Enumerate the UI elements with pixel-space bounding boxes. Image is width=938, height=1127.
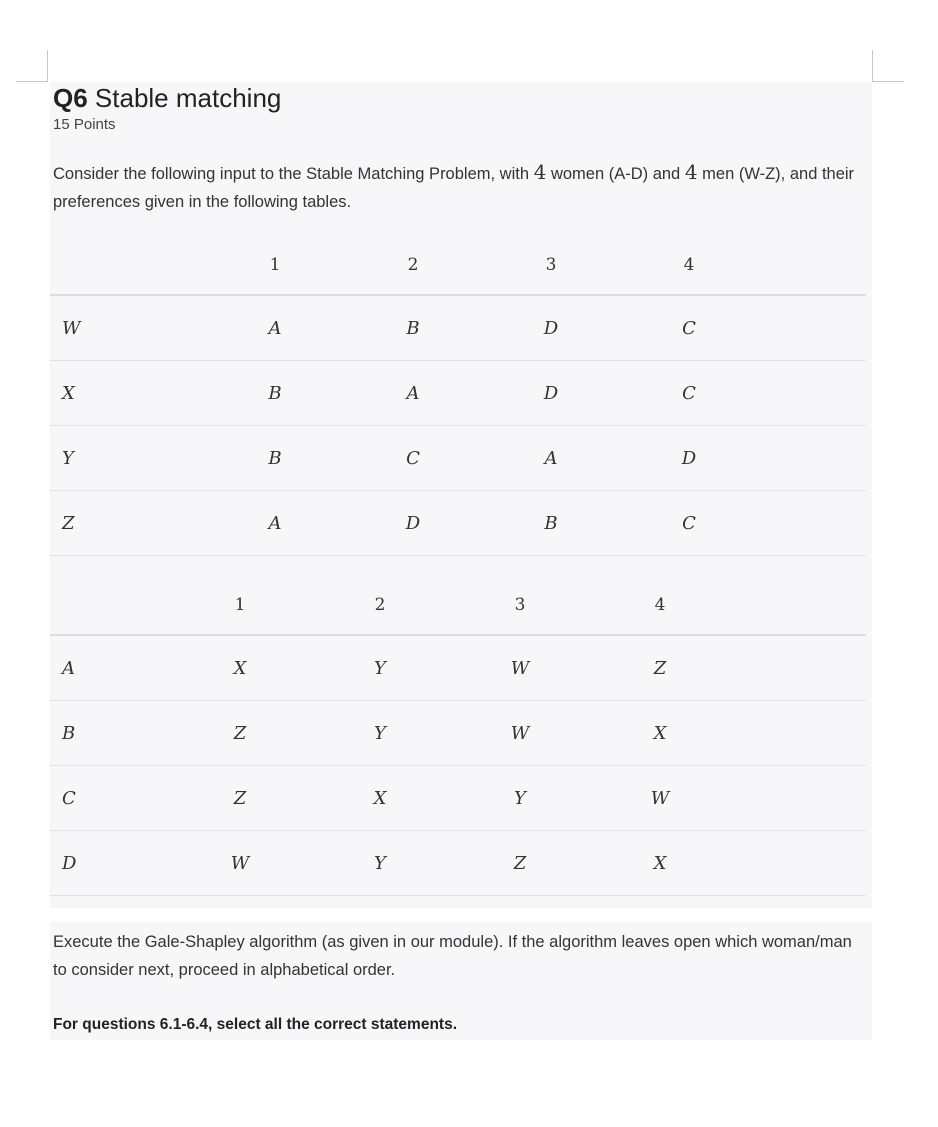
men-count: 4: [684, 160, 698, 184]
row-label: A: [50, 635, 170, 701]
table-cell: C: [344, 426, 482, 491]
header-cell: 4: [620, 236, 758, 295]
table-cell: C: [620, 491, 758, 556]
table-cell: B: [344, 295, 482, 361]
question-panel: [50, 82, 872, 908]
row-spacer: [758, 491, 866, 556]
question-title: [53, 82, 281, 114]
table-cell: Y: [310, 831, 450, 896]
crop-mark-right-horizontal: [872, 81, 904, 82]
header-cell: 1: [206, 236, 344, 295]
row-label: X: [50, 361, 206, 426]
table-cell: C: [620, 295, 758, 361]
table-cell: A: [206, 295, 344, 361]
table-cell: W: [450, 701, 590, 766]
table-row: [50, 361, 866, 426]
table-cell: A: [206, 491, 344, 556]
table-cell: C: [620, 361, 758, 426]
table-cell: Z: [590, 635, 730, 701]
table-cell: B: [206, 426, 344, 491]
row-spacer: [730, 766, 866, 831]
header-cell: [50, 236, 206, 295]
table-cell: A: [482, 426, 620, 491]
row-spacer: [730, 831, 866, 896]
row-label: B: [50, 701, 170, 766]
crop-mark-left-vertical: [47, 50, 48, 82]
row-label: W: [50, 295, 206, 361]
table-cell: W: [590, 766, 730, 831]
question-points: 15 Points: [53, 116, 116, 133]
row-spacer: [730, 635, 866, 701]
table-cell: D: [482, 295, 620, 361]
table-cell: Z: [170, 701, 310, 766]
header-cell: 3: [482, 236, 620, 295]
header-cell: 2: [310, 576, 450, 635]
table-cell: W: [450, 635, 590, 701]
row-spacer: [758, 361, 866, 426]
crop-mark-right-vertical: [872, 50, 873, 82]
table-row: [50, 635, 866, 701]
question-title-text: Stable matching: [94, 83, 282, 113]
row-spacer: [758, 295, 866, 361]
table-cell: B: [482, 491, 620, 556]
crop-mark-left-horizontal: [16, 81, 48, 82]
execution-paragraph: Execute the Gale-Shapley algorithm (as given in our module). If the algorithm leaves open which woman/man to consider next, proceed in alphabetical order.: [53, 933, 852, 979]
row-label: Y: [50, 426, 206, 491]
table-cell: X: [170, 635, 310, 701]
header-cell: 2: [344, 236, 482, 295]
table-cell: A: [344, 361, 482, 426]
table-cell: X: [590, 831, 730, 896]
instruction-text: For questions 6.1-6.4, select all the correct statements.: [53, 1016, 458, 1033]
header-cell: 1: [170, 576, 310, 635]
header-cell: 3: [450, 576, 590, 635]
table-cell: Y: [310, 701, 450, 766]
table-cell: Y: [310, 635, 450, 701]
men-preferences-table: [50, 236, 866, 556]
table-header-row: [50, 236, 866, 295]
table-cell: D: [344, 491, 482, 556]
table-cell: Z: [450, 831, 590, 896]
header-spacer: [730, 576, 866, 635]
row-label: C: [50, 766, 170, 831]
table-row: [50, 426, 866, 491]
table-header-row: [50, 576, 866, 635]
table-cell: X: [310, 766, 450, 831]
instructions-panel: [50, 922, 872, 1040]
row-label: D: [50, 831, 170, 896]
row-label: Z: [50, 491, 206, 556]
header-cell: [50, 576, 170, 635]
table-row: [50, 295, 866, 361]
women-count: 4: [533, 160, 547, 184]
table-cell: D: [620, 426, 758, 491]
question-number: Q6: [53, 83, 88, 113]
table-cell: X: [590, 701, 730, 766]
row-spacer: [758, 426, 866, 491]
header-spacer: [758, 236, 866, 295]
table-row: [50, 701, 866, 766]
women-preferences-table: [50, 576, 866, 896]
table-row: [50, 766, 866, 831]
table-cell: W: [170, 831, 310, 896]
table-row: [50, 831, 866, 896]
table-row: [50, 491, 866, 556]
intro-paragraph: Consider the following input to the Stable Matching Problem, with 4 women (A-D) and 4 men (W-Z), and their preferences given in the following tables.: [53, 160, 855, 211]
table-cell: Z: [170, 766, 310, 831]
table-cell: B: [206, 361, 344, 426]
table-cell: Y: [450, 766, 590, 831]
table-cell: D: [482, 361, 620, 426]
row-spacer: [730, 701, 866, 766]
header-cell: 4: [590, 576, 730, 635]
